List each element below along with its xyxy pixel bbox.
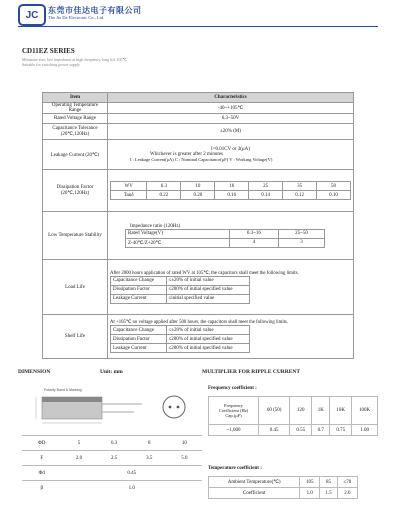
lowtemp-col: 6.3~16 — [229, 229, 278, 238]
loadlife-val: ≤initial specified value — [166, 294, 250, 303]
shelflife-key: Capacitance Change — [111, 326, 167, 335]
freq-coef-title: Frequency coefficient : — [208, 386, 257, 391]
temp-col: ≤70 — [337, 477, 357, 488]
dim-val: 10 — [167, 436, 202, 451]
shelflife-cell — [108, 315, 354, 359]
company-name-en: The Jia Da Electronic Co., Ltd. — [48, 15, 105, 20]
coef-label: Coefficient (Hz) — [218, 408, 249, 413]
shelflife-table — [110, 325, 250, 353]
lowtemp-ratio-title: Impedance ratio (120Hz) — [130, 223, 181, 229]
df-tan: 0.12 — [283, 191, 317, 200]
header-divider — [18, 26, 378, 27]
dim-val: 1.0 — [61, 481, 202, 496]
loadlife-label: Load Life — [43, 260, 108, 315]
col-header-item: Item — [43, 93, 108, 103]
loadlife-cell — [108, 260, 354, 315]
freq-col: 1K — [312, 397, 330, 425]
polarity-band — [42, 397, 102, 402]
lowtemp-cell — [108, 212, 354, 260]
freq-coef-table — [208, 396, 378, 436]
leakage-line1: Whichever is greater after 2 minutes — [150, 152, 223, 157]
shelflife-key: Dissipation Factor — [111, 335, 167, 344]
lowtemp-rv-label: Rated Voltage(V) — [126, 229, 230, 238]
df-tan: 0.16 — [215, 191, 249, 200]
dim-val: 8 — [132, 436, 167, 451]
df-label: Dissipation Factor (20℃,120Hz) — [43, 170, 108, 212]
feature-list — [22, 57, 342, 67]
cap-tol-label: Capacitance Tolerance (20℃,120Hz) — [43, 124, 108, 140]
df-tan: 0.14 — [249, 191, 283, 200]
company-name-cn: 东莞市佳达电子有限公司 — [48, 6, 142, 15]
freq-row-label: ~1,000 — [209, 425, 259, 436]
temp-col: 105 — [300, 477, 320, 488]
lowtemp-val: 3 — [278, 238, 324, 247]
temp-coef-title: Temperature coefficient : — [208, 466, 262, 471]
loadlife-desc: After 2000 hours application of rated WV at 105℃, the capacitors shall meet the following limits. — [110, 270, 299, 276]
loadlife-key: Capacitance Change — [111, 276, 167, 285]
lowtemp-label: Low Temperature Stability — [43, 212, 108, 260]
dim-val: 2.5 — [97, 451, 132, 466]
loadlife-key: Leakage Current — [111, 294, 167, 303]
dim-val: 5 — [61, 436, 96, 451]
shelflife-label: Shelf Life — [43, 315, 108, 359]
temp-coef-label: Coefficient — [209, 488, 300, 499]
dim-val: 5.0 — [167, 451, 202, 466]
temp-label: Ambient Temperature(℃) — [209, 477, 300, 488]
df-tan-label: Tanδ — [111, 191, 147, 200]
freq-val: 0.55 — [290, 425, 312, 436]
df-table — [110, 181, 351, 200]
freq-val: 0.45 — [259, 425, 290, 436]
dimension-title: DIMENSION — [18, 369, 51, 375]
leakage-label: Leakage Current (20℃) — [43, 140, 108, 170]
df-tan: 0.22 — [147, 191, 181, 200]
spec-table — [42, 92, 354, 359]
df-wv: 10 — [181, 182, 215, 191]
loadlife-val: ≤±20% of initial value — [166, 276, 250, 285]
freq-val: 0.7 — [312, 425, 330, 436]
df-tan: 0.20 — [181, 191, 215, 200]
df-wv: 25 — [249, 182, 283, 191]
dim-symbol: F — [22, 451, 61, 466]
end-view-outline — [163, 396, 185, 418]
freq-header: Frequency — [224, 403, 243, 408]
freq-val: 0.75 — [330, 425, 352, 436]
temp-val: 2.0 — [337, 488, 357, 499]
col-header-characteristics: Characteristics — [108, 93, 354, 103]
lowtemp-val: 4 — [229, 238, 278, 247]
capacitor-drawing — [30, 383, 150, 433]
df-wv: 6.3 — [147, 182, 181, 191]
shelflife-desc: At +105℃ no voltage applied after 500 hours, the capacitors shall meet the following limits. — [110, 320, 289, 325]
feature-line: Miniature size, low impedance at high frequency, long life 105℃ — [22, 57, 127, 62]
dim-val: 2.0 — [61, 451, 96, 466]
company-logo: JC — [18, 4, 46, 26]
dim-val: 6.3 — [97, 436, 132, 451]
lead-pin — [169, 406, 172, 409]
freq-val: 1.00 — [352, 425, 378, 436]
loadlife-val: ≤200% of initial specified value — [166, 285, 250, 294]
multiplier-title: MULTIPLIER FOR RIPPLE CURRENT — [202, 369, 301, 375]
dim-symbol: β — [22, 481, 61, 496]
dimension-table — [22, 435, 202, 495]
cap-tol-value: ±20% (M) — [108, 124, 354, 140]
df-wv-label: WV — [111, 182, 147, 191]
dim-val: 3.5 — [132, 451, 167, 466]
leakage-line2: I : Leakage Current(μA) C : Nominal Capacitance(μF) V : Working Voltage(V) — [130, 157, 273, 162]
dim-symbol: ΦD — [22, 436, 61, 451]
freq-col: 100K — [352, 397, 378, 425]
leakage-formula: I=0.01CV or 3(μA) — [211, 147, 250, 152]
dim-val: 0.45 — [61, 466, 202, 481]
lead-pin — [177, 406, 180, 409]
feature-line: Suitable for switching power supply — [22, 62, 80, 67]
capacitor-end-view — [160, 393, 188, 421]
dim-symbol: Φd — [22, 466, 61, 481]
cap-label: Cap.(μF) — [225, 413, 242, 418]
loadlife-key: Dissipation Factor — [111, 285, 167, 294]
df-wv: 16 — [215, 182, 249, 191]
freq-col: 10K — [330, 397, 352, 425]
df-wv: 50 — [317, 182, 351, 191]
temp-col: 85 — [320, 477, 338, 488]
lowtemp-col: 25~50 — [278, 229, 324, 238]
leakage-cell — [108, 140, 354, 170]
temp-coef-table — [208, 476, 358, 499]
df-wv: 35 — [283, 182, 317, 191]
shelflife-key: Leakage Current — [111, 344, 167, 353]
voltage-value: 6.3~50V — [108, 114, 354, 124]
series-title: CD11EZ SERIES — [22, 47, 75, 55]
loadlife-table — [110, 276, 250, 304]
drawing-note: Polarity Band & Marking — [44, 388, 82, 392]
voltage-label: Rated Voltage Range — [43, 114, 108, 124]
temp-val: 1.0 — [300, 488, 320, 499]
dimension-unit: Unit: mm — [100, 369, 123, 375]
temp-val: 1.5 — [320, 488, 338, 499]
freq-col: 60 (50) — [259, 397, 290, 425]
freq-col: 120 — [290, 397, 312, 425]
lowtemp-z-label: Z-40℃/Z+20℃ — [126, 238, 230, 247]
shelflife-val: ≤200% of initial specified value — [166, 344, 250, 353]
df-cell — [108, 170, 354, 212]
lowtemp-table — [125, 229, 325, 248]
freq-header-cell — [209, 397, 259, 425]
shelflife-val: ≤±20% of initial value — [166, 326, 250, 335]
df-tan: 0.10 — [317, 191, 351, 200]
shelflife-val: ≤200% of initial specified value — [166, 335, 250, 344]
op-temp-value: -40~+105℃ — [108, 103, 354, 114]
op-temp-label: Operating Temperature Range — [43, 103, 108, 114]
